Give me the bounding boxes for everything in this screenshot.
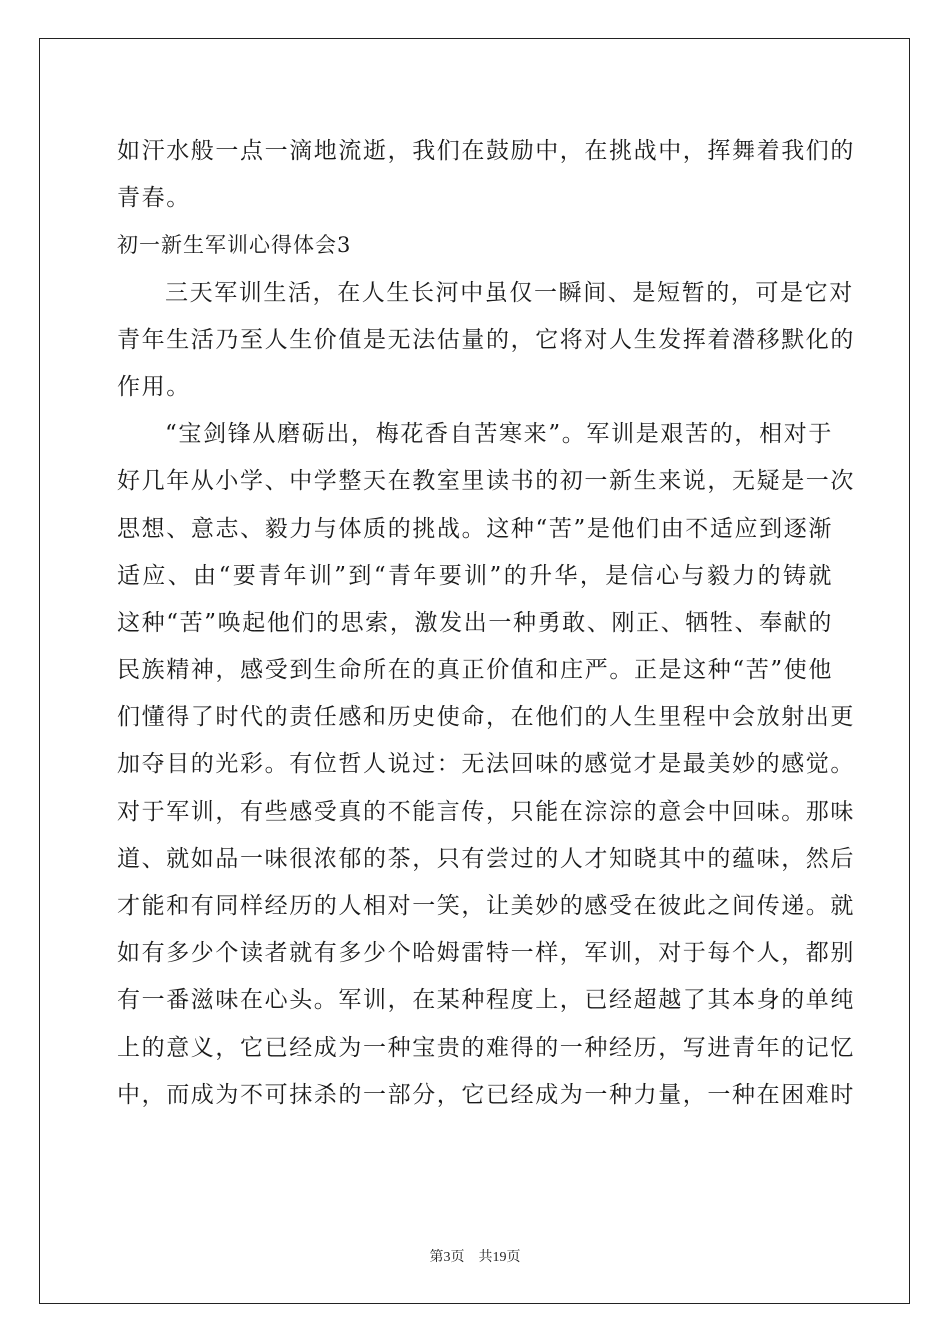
- text-line: 加夺目的光彩。有位哲人说过：无法回味的感觉才是最美妙的感觉。: [117, 751, 855, 778]
- text-line: 中，而成为不可抹杀的一部分，它已经成为一种力量，一种在困难时: [117, 1081, 855, 1108]
- page-footer: [0, 1246, 950, 1266]
- document-body: [117, 128, 855, 1119]
- text-line: 对于军训，有些感受真的不能言传，只能在淙淙的意会中回味。那味: [117, 798, 855, 825]
- text-line: 青年生活乃至人生价值是无法估量的，它将对人生发挥着潜移默化的: [117, 326, 855, 353]
- text-line: 青春。: [117, 185, 191, 212]
- text-line: 作用。: [117, 373, 191, 400]
- text-line: “宝剑锋从磨砺出，梅花香自苦寒来”。军训是艰苦的，相对于: [165, 421, 833, 448]
- text-line: 思想、意志、毅力与体质的挑战。这种“苦”是他们由不适应到逐渐: [117, 515, 833, 542]
- text-line: 好几年从小学、中学整天在教室里读书的初一新生来说，无疑是一次: [117, 468, 855, 495]
- text-line: 三天军训生活，在人生长河中虽仅一瞬间、是短暂的，可是它对: [165, 279, 854, 306]
- total-pages: 共19页: [478, 1250, 521, 1265]
- text-line: 这种“苦”唤起他们的思索，激发出一种勇敢、刚正、牺牲、奉献的: [117, 609, 833, 636]
- text-line: 们懂得了时代的责任感和历史使命，在他们的人生里程中会放射出更: [117, 704, 855, 731]
- section-heading: 初一新生军训心得体会3: [117, 233, 352, 258]
- text-line: 上的意义，它已经成为一种宝贵的难得的一种经历，写进青年的记忆: [117, 1034, 855, 1061]
- text-line: 民族精神，感受到生命所在的真正价值和庄严。正是这种“苦”使他: [117, 657, 833, 684]
- text-line: 适应、由“要青年训”到“青年要训”的升华，是信心与毅力的铸就: [117, 562, 833, 589]
- text-line: 如汗水般一点一滴地流逝，我们在鼓励中，在挑战中，挥舞着我们的: [117, 138, 855, 164]
- text-line: 道、就如品一味很浓郁的茶，只有尝过的人才知晓其中的蕴味，然后: [117, 845, 855, 872]
- page-number: 第3页: [429, 1250, 465, 1265]
- text-line: 有一番滋味在心头。军训，在某种程度上，已经超越了其本身的单纯: [117, 987, 855, 1014]
- text-line: 如有多少个读者就有多少个哈姆雷特一样，军训，对于每个人，都别: [117, 940, 855, 967]
- text-line: 才能和有同样经历的人相对一笑，让美妙的感受在彼此之间传递。就: [117, 893, 855, 919]
